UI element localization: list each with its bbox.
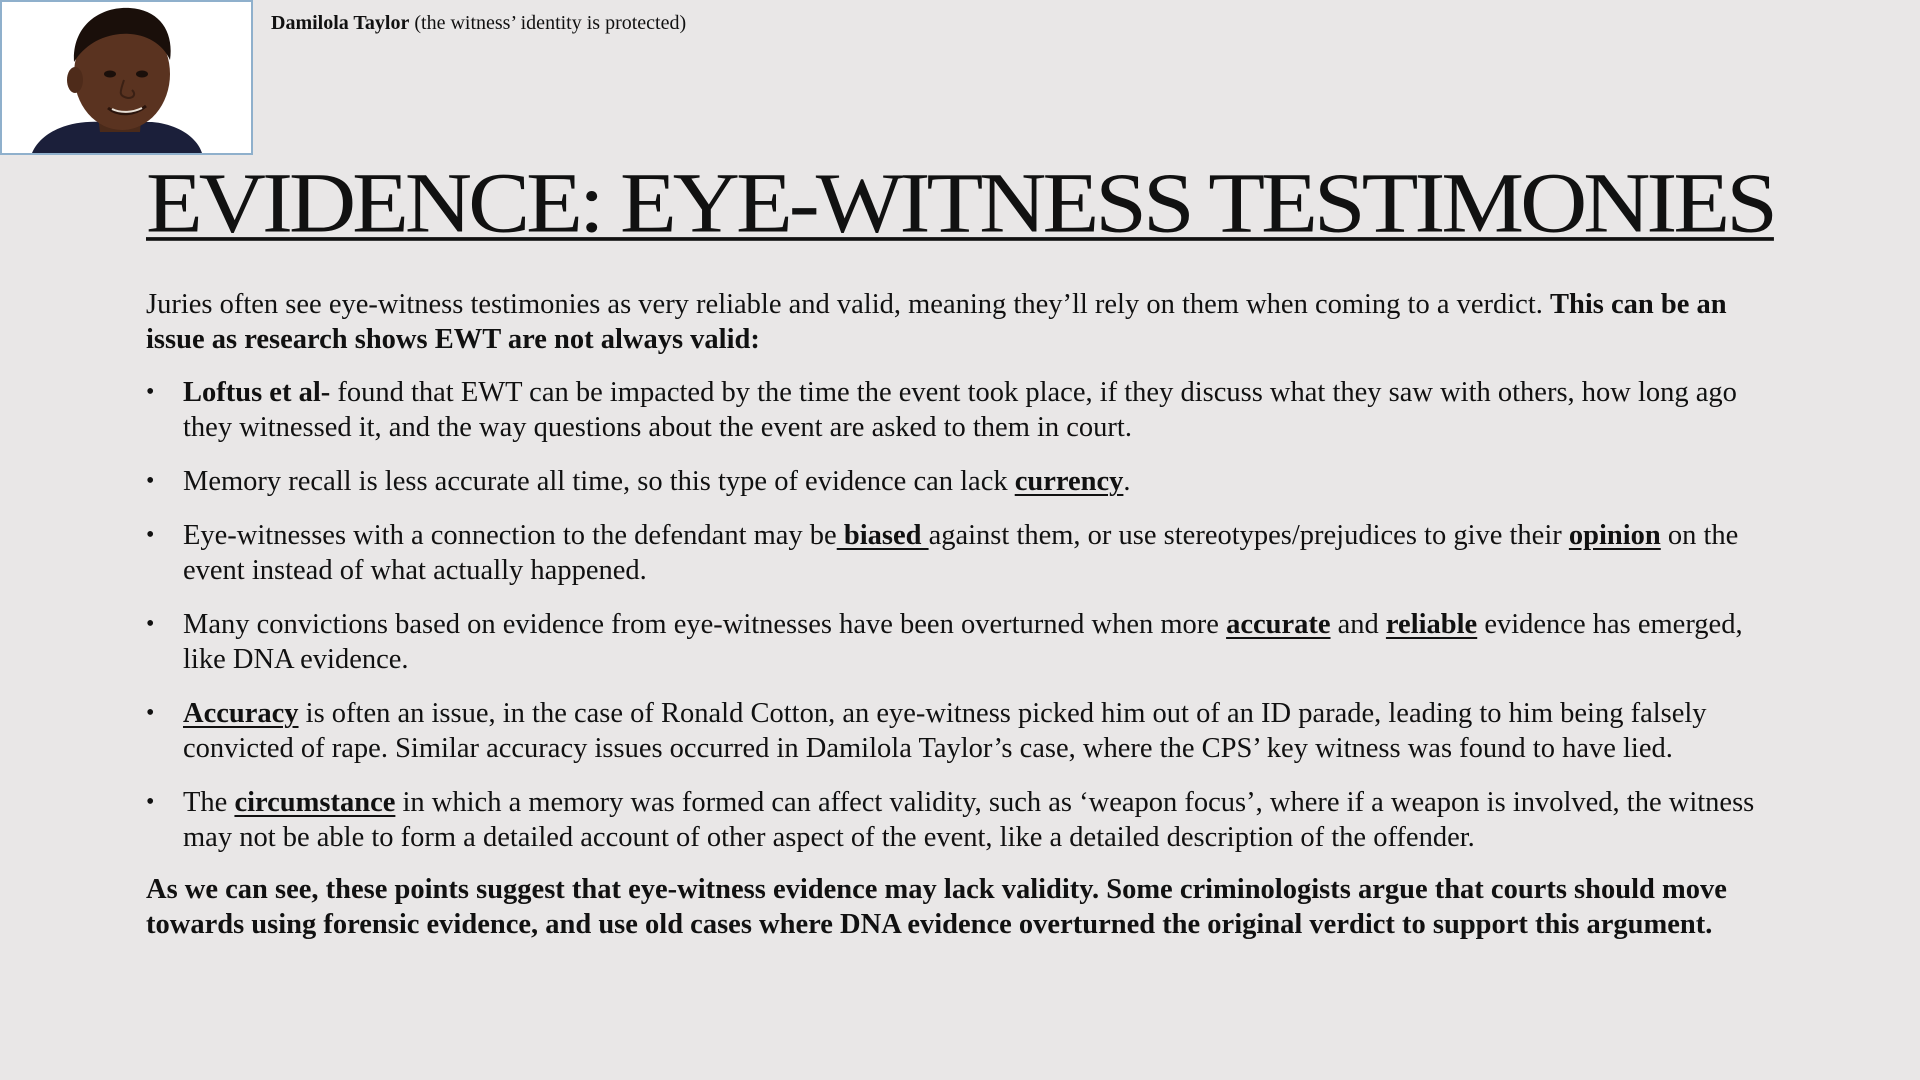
portrait-image (2, 2, 251, 153)
bullet-item-circumstance (146, 785, 1776, 855)
intro-text: Juries often see eye-witness testimonies as very reliable and valid, meaning they’ll rely on them when coming to a verdict. (146, 289, 1551, 320)
keyword-currency: currency (1014, 466, 1124, 497)
bullet-text: found that EWT can be impacted by the time the event took place, if they discuss what they saw with others, how long ago they witnessed it, and the way questions about the event are asked to them in court. (183, 377, 1737, 443)
keyword-reliable: reliable (1385, 609, 1478, 640)
conclusion-paragraph: As we can see, these points suggest that eye-witness evidence may lack validity. Some criminologists argue that courts should move towards using forensic evidence, and use old cases where DNA evidence overturned the original verdict to support this argument. (146, 874, 1727, 940)
bullet-text: . (1123, 466, 1131, 497)
bullet-text: Eye-witnesses with a connection to the defendant may be (183, 520, 837, 551)
intro-bold-text: This can be an issue as research shows EWT are not always valid: (146, 289, 1727, 355)
bullet-list (146, 375, 1776, 855)
caption-name: Damilola Taylor (271, 12, 410, 34)
bullet-text: Many convictions based on evidence from eye-witnesses have been overturned when more (183, 609, 1227, 640)
bullet-item-bias (146, 518, 1776, 588)
bullet-item-memory-recall (146, 464, 1776, 499)
keyword-biased: biased (836, 520, 929, 551)
bullet-item-convictions (146, 607, 1776, 677)
caption-note: (the witness’ identity is protected) (409, 12, 687, 34)
portrait-photo (0, 0, 253, 155)
keyword-circumstance: circumstance (234, 787, 396, 818)
intro-paragraph (146, 287, 1776, 357)
bullet-item-loftus (146, 375, 1776, 445)
keyword-accurate: accurate (1226, 609, 1331, 640)
bullet-text: on the event instead of what actually happened. (183, 520, 1739, 586)
photo-caption (271, 9, 691, 38)
bullet-item-accuracy (146, 696, 1776, 766)
bullet-text: and (1330, 609, 1386, 640)
bullet-text: against them, or use stereotypes/prejudices to give their (928, 520, 1569, 551)
slide-title: EVIDENCE: EYE-WITNESS TESTIMONIES (146, 156, 1774, 251)
bullet-text: is often an issue, in the case of Ronald Cotton, an eye-witness picked him out of an ID parade, leading to him being falsely convicted of rape. Similar accuracy issues occurred in Damilola Taylor’s case, where the CPS’ key witness was found to have lied. (183, 698, 1707, 764)
bullet-text: The (183, 787, 235, 818)
slide-body (146, 287, 1776, 942)
keyword-accuracy: Accuracy (183, 698, 299, 729)
bullet-text: Memory recall is less accurate all time, so this type of evidence can lack (183, 466, 1015, 497)
bullet-bold-text: Loftus et al- (183, 377, 331, 408)
keyword-opinion: opinion (1568, 520, 1661, 551)
bullet-text: in which a memory was formed can affect validity, such as ‘weapon focus’, where if a weapon is involved, the witness may not be able to form a detailed account of other aspect of the event, like a detailed description of the offender. (183, 787, 1755, 853)
bullet-text: evidence has emerged, like DNA evidence. (183, 609, 1743, 675)
